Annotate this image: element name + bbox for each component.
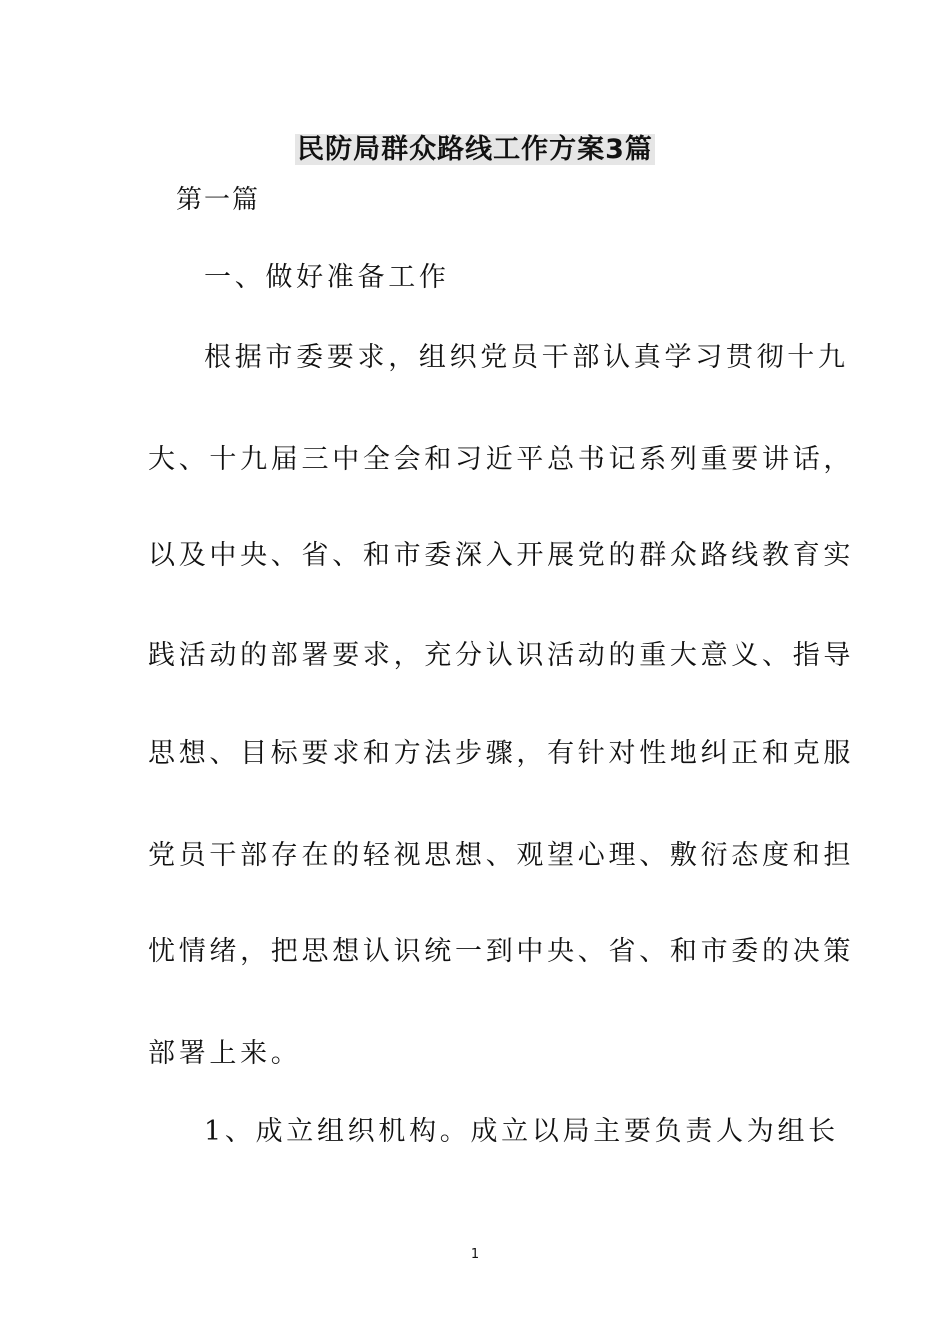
paragraph-line: 践活动的部署要求，充分认识活动的重大意义、指导	[148, 640, 855, 671]
paragraph-line: 以及中央、省、和市委深入开展党的群众路线教育实	[148, 540, 855, 571]
paragraph-line: 大、十九届三中全会和习近平总书记系列重要讲话，	[148, 444, 855, 475]
document-title-text: 民防局群众路线工作方案3篇	[297, 134, 653, 165]
paragraph-line: 思想、目标要求和方法步骤，有针对性地纠正和克服	[148, 738, 855, 769]
section-label: 第一篇	[176, 185, 261, 215]
paragraph-line: 部署上来。	[148, 1038, 302, 1069]
paragraph-line: 根据市委要求，组织党员干部认真学习贯彻十九	[204, 342, 849, 373]
paragraph-line: 忧情绪，把思想认识统一到中央、省、和市委的决策	[148, 936, 855, 967]
heading-prepare-work: 一、做好准备工作	[204, 262, 450, 293]
paragraph-line: 党员干部存在的轻视思想、观望心理、敷衍态度和担	[148, 840, 855, 871]
document-title	[0, 128, 950, 172]
page-number: 1	[470, 1247, 480, 1262]
paragraph-line: 1、成立组织机构。成立以局主要负责人为组长	[204, 1116, 839, 1147]
